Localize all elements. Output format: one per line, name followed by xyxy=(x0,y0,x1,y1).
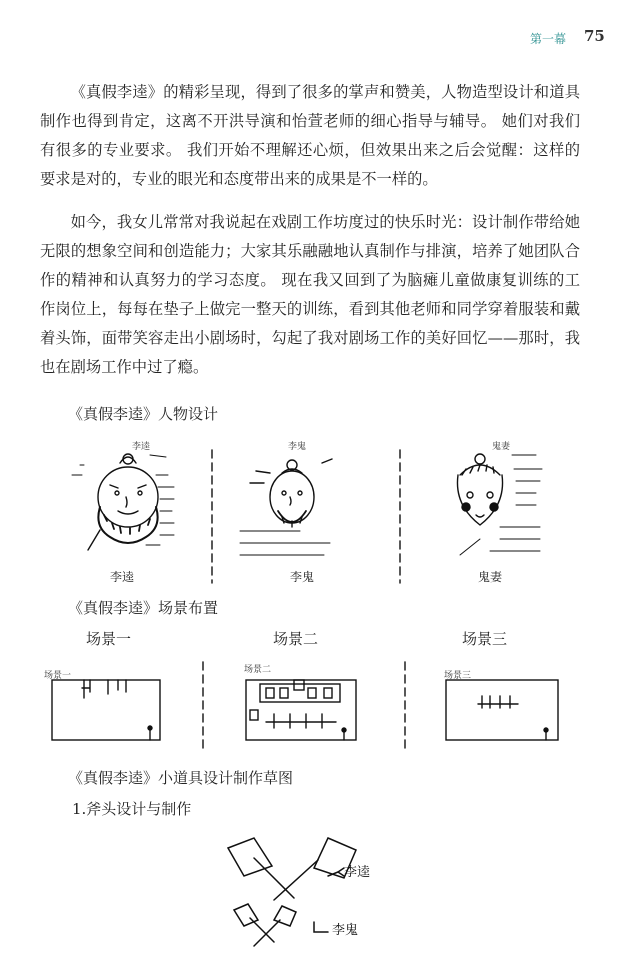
scene-label-2: 场景二 xyxy=(273,630,319,648)
figure-label-likui: 李逵 xyxy=(110,570,135,584)
character-sketches xyxy=(60,435,580,585)
scene-label-3: 场景三 xyxy=(462,630,508,648)
ligui-axe-note: 李鬼 xyxy=(332,923,359,938)
scene1-sketch xyxy=(52,680,160,740)
character-design-caption: 《真假李逵》人物设计 xyxy=(68,405,219,423)
ligui-axes-sketch xyxy=(234,904,328,946)
scene3-sketch xyxy=(446,680,558,740)
scene2-sketch xyxy=(246,680,356,740)
paragraph-2: 如今，我女儿常常对我说起在戏剧工作坊度过的快乐时光：设计制作带给她无限的想象空间和创造能力；大家其乐融融地认真制作与排演，培养了她团队合作的精神和认真努力的学习态度。 现在我又回到了为脑瘫儿童做康复训练的工作岗位上，每每在垫子上做完一整天的训练，看到其他老师和同学穿着服装和戴着头饰，面带笑容走出小剧场时，勾起了我对剧场工作的美好回忆——那时，我也在剧场工作中过了瘾。 xyxy=(40,213,580,376)
ligui-sketch xyxy=(240,459,332,555)
axe-sketches xyxy=(210,828,410,958)
likui-axes-sketch xyxy=(228,838,356,900)
scene-sketches xyxy=(38,660,568,755)
paragraph-1: 《真假李逵》的精彩呈现，得到了很多的掌声和赞美，人物造型设计和道具制作也得到肯定，这离不开洪导演和怡萱老师的细心指导与辅导。 她们对我们有很多的专业要求。 我们开始不理解还心烦，但效果出来之后会觉醒：这样的要求是对的，专业的眼光和态度带出来的成果是不一样的。 xyxy=(40,83,580,188)
figure-label-ligui: 李鬼 xyxy=(290,570,315,584)
guiqi-sketch xyxy=(457,454,542,555)
scene1-sketch-note: 场景一 xyxy=(44,671,72,681)
scene3-sketch-note: 场景三 xyxy=(444,671,472,681)
scene-layout-caption: 《真假李逵》场景布置 xyxy=(68,599,219,617)
chapter-title: 第一幕 xyxy=(530,32,567,46)
figure-label-guiqi: 鬼妻 xyxy=(478,570,503,584)
props-caption: 《真假李逵》小道具设计制作草图 xyxy=(68,769,294,787)
likui-sketch xyxy=(72,454,174,550)
guiqi-sketch-note: 鬼妻 xyxy=(492,442,511,452)
axe-item-title: 1.斧头设计与制作 xyxy=(72,800,192,818)
likui-sketch-note: 李逵 xyxy=(132,442,151,452)
page-number: 75 xyxy=(584,27,605,45)
likui-axe-note: 李逵 xyxy=(344,865,371,880)
scene2-sketch-note: 场景二 xyxy=(244,665,272,675)
scene-label-1: 场景一 xyxy=(86,630,132,648)
ligui-sketch-note: 李鬼 xyxy=(288,442,307,452)
